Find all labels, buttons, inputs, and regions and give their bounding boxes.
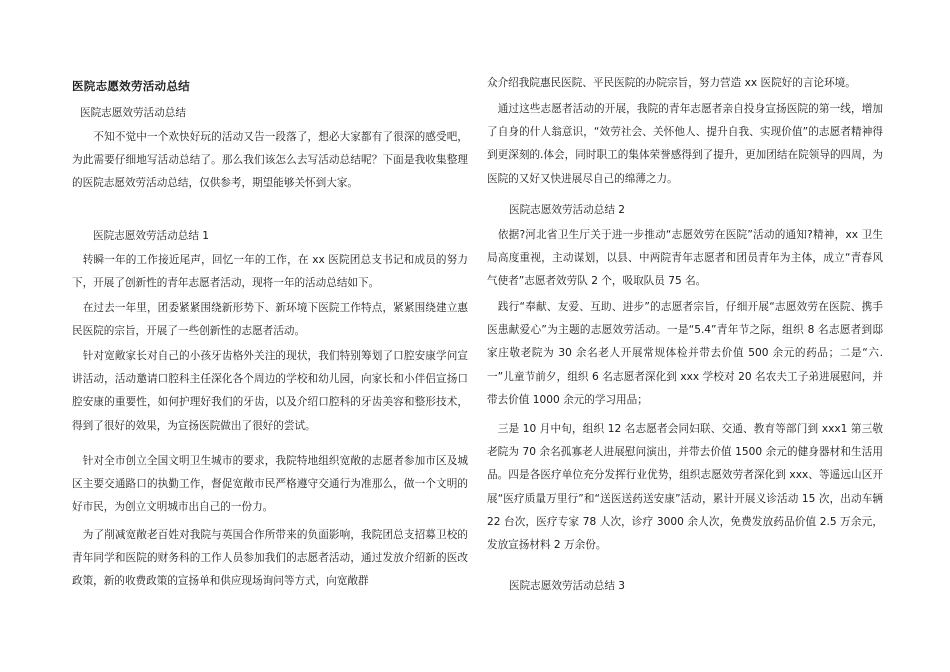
section1-paragraph-2: 在过去一年里，团委紧紧围绕新形势下、新环境下医院工作特点，紧紧围绕建立惠民医院的宗旨，开展了一些创新性的志愿者活动。 bbox=[72, 302, 468, 338]
section1-paragraph-3: 针对宽敞家长对自己的小孩牙齿格外关注的现状，我们特别筹划了口腔安康学问宣讲活动，活动邀请口腔科主任深化各个周边的学校和幼儿园，向家长和小伴侣宣扬口腔安康的重要性，如何护理好我们的牙齿，以及介绍口腔科的牙齿美容和整形技术，得到了很好的效果，为宣扬医院做出了很好的尝试。 bbox=[72, 350, 468, 432]
section1-paragraph-5: 为了削减宽敞老百姓对我院与英国合作所带来的负面影响，我院团总支招募卫校的青年同学和医院的财务科的工作人员参加我们的志愿者活动，通过发放介绍新的医改政策，新的收费政策的宣扬单和供应现场询问等方式，向宽敞群 bbox=[72, 529, 468, 588]
section1-paragraph-6: 通过这些志愿者活动的开展，我院的青年志愿者亲自投身宣扬医院的第一线，增加了自身的什人翁意识，“效劳社会、关怀他人、提升自我、实现价值”的志愿者精神得到更深刻的.体会，同时职工的集体荣誉感得到了提升，更加团结在院领导的四周，为医院的又好又快进展尽自己的绵薄之力。 bbox=[487, 103, 883, 185]
section-heading-3: 医院志愿效劳活动总结 3 bbox=[509, 580, 626, 592]
section-heading-1: 医院志愿效劳活动总结 1 bbox=[93, 230, 210, 242]
section2-paragraph-1: 依据?河北省卫生厅关于进一步推动“志愿效劳在医院”活动的通知?精神，xx 卫生局高度重视，主动谋划，以县、中两院青年志愿者和团员青年为主体，成立“青春风气使者”志愿者效劳队 2 个，吸取队员 75 名。 bbox=[487, 229, 883, 288]
intro-paragraph: 不知不觉中一个欢快好玩的活动又告一段落了，想必大家都有了很深的感受吧，为此需要仔细地写活动总结了。那么我们该怎么去写活动总结呢？下面是我收集整理的医院志愿效劳活动总结，仅供参考，期望能够关怀到大家。 bbox=[72, 131, 468, 190]
section-heading-2: 医院志愿效劳活动总结 2 bbox=[509, 204, 626, 216]
section1-paragraph-1: 转瞬一年的工作接近尾声，回忆一年的工作，在 xx 医院团总支书记和成员的努力下，开展了创新性的青年志愿者活动，现将一年的活动总结如下。 bbox=[72, 254, 468, 290]
section1-paragraph-5-continued: 众介绍我院惠民医院、平民医院的办院宗旨，努力营造 xx 医院好的言论环境。 bbox=[487, 77, 856, 89]
section2-paragraph-2: 践行“奉献、友爱、互助、进步”的志愿者宗旨，仔细开展“志愿效劳在医院、携手医患献爱心”为主题的志愿效劳活动。一是“5.4”青年节之际，组织 8 名志愿者到邸家庄敬老院为 30 余名老人开展常规体检并带去价值 500 余元的药品；二是“六.一”儿童节前夕，组织 6 名志愿者深化到 xxx 学校对 20 名农夫工子弟进展慰问，并带去价值 1000 余元的学习用品； bbox=[487, 301, 883, 406]
document-title: 医院志愿效劳活动总结 bbox=[72, 79, 190, 93]
section1-paragraph-4: 针对全市创立全国文明卫生城市的要求，我院特地组织宽敞的志愿者参加市区及城区主要交通路口的执勤工作，督促宽敞市民严格遵守交通行为准那么，做一个文明的好市民，为创立文明城市出自己的一份力。 bbox=[72, 455, 468, 514]
section2-paragraph-3: 三是 10 月中旬，组织 12 名志愿者会同妇联、交通、教育等部门到 xxx1 第三敬老院为 70 余名孤寡老人进展慰问演出，并带去价值 1500 余元的健身器材和生活用品。四是各医疗单位充分发挥行业优势，组织志愿效劳者深化到 xxx、等遥远山区开展“医疗质量万里行”和“送医送药送安康”活动，累计开展义诊活动 15 次，出动车辆 22 台次，医疗专家 78 人次，诊疗 3000 余人次，免费发放药品价值 2.5 万余元，发放宣扬材料 2 万余份。 bbox=[487, 423, 883, 552]
document-subtitle: 医院志愿效劳活动总结 bbox=[80, 107, 186, 119]
